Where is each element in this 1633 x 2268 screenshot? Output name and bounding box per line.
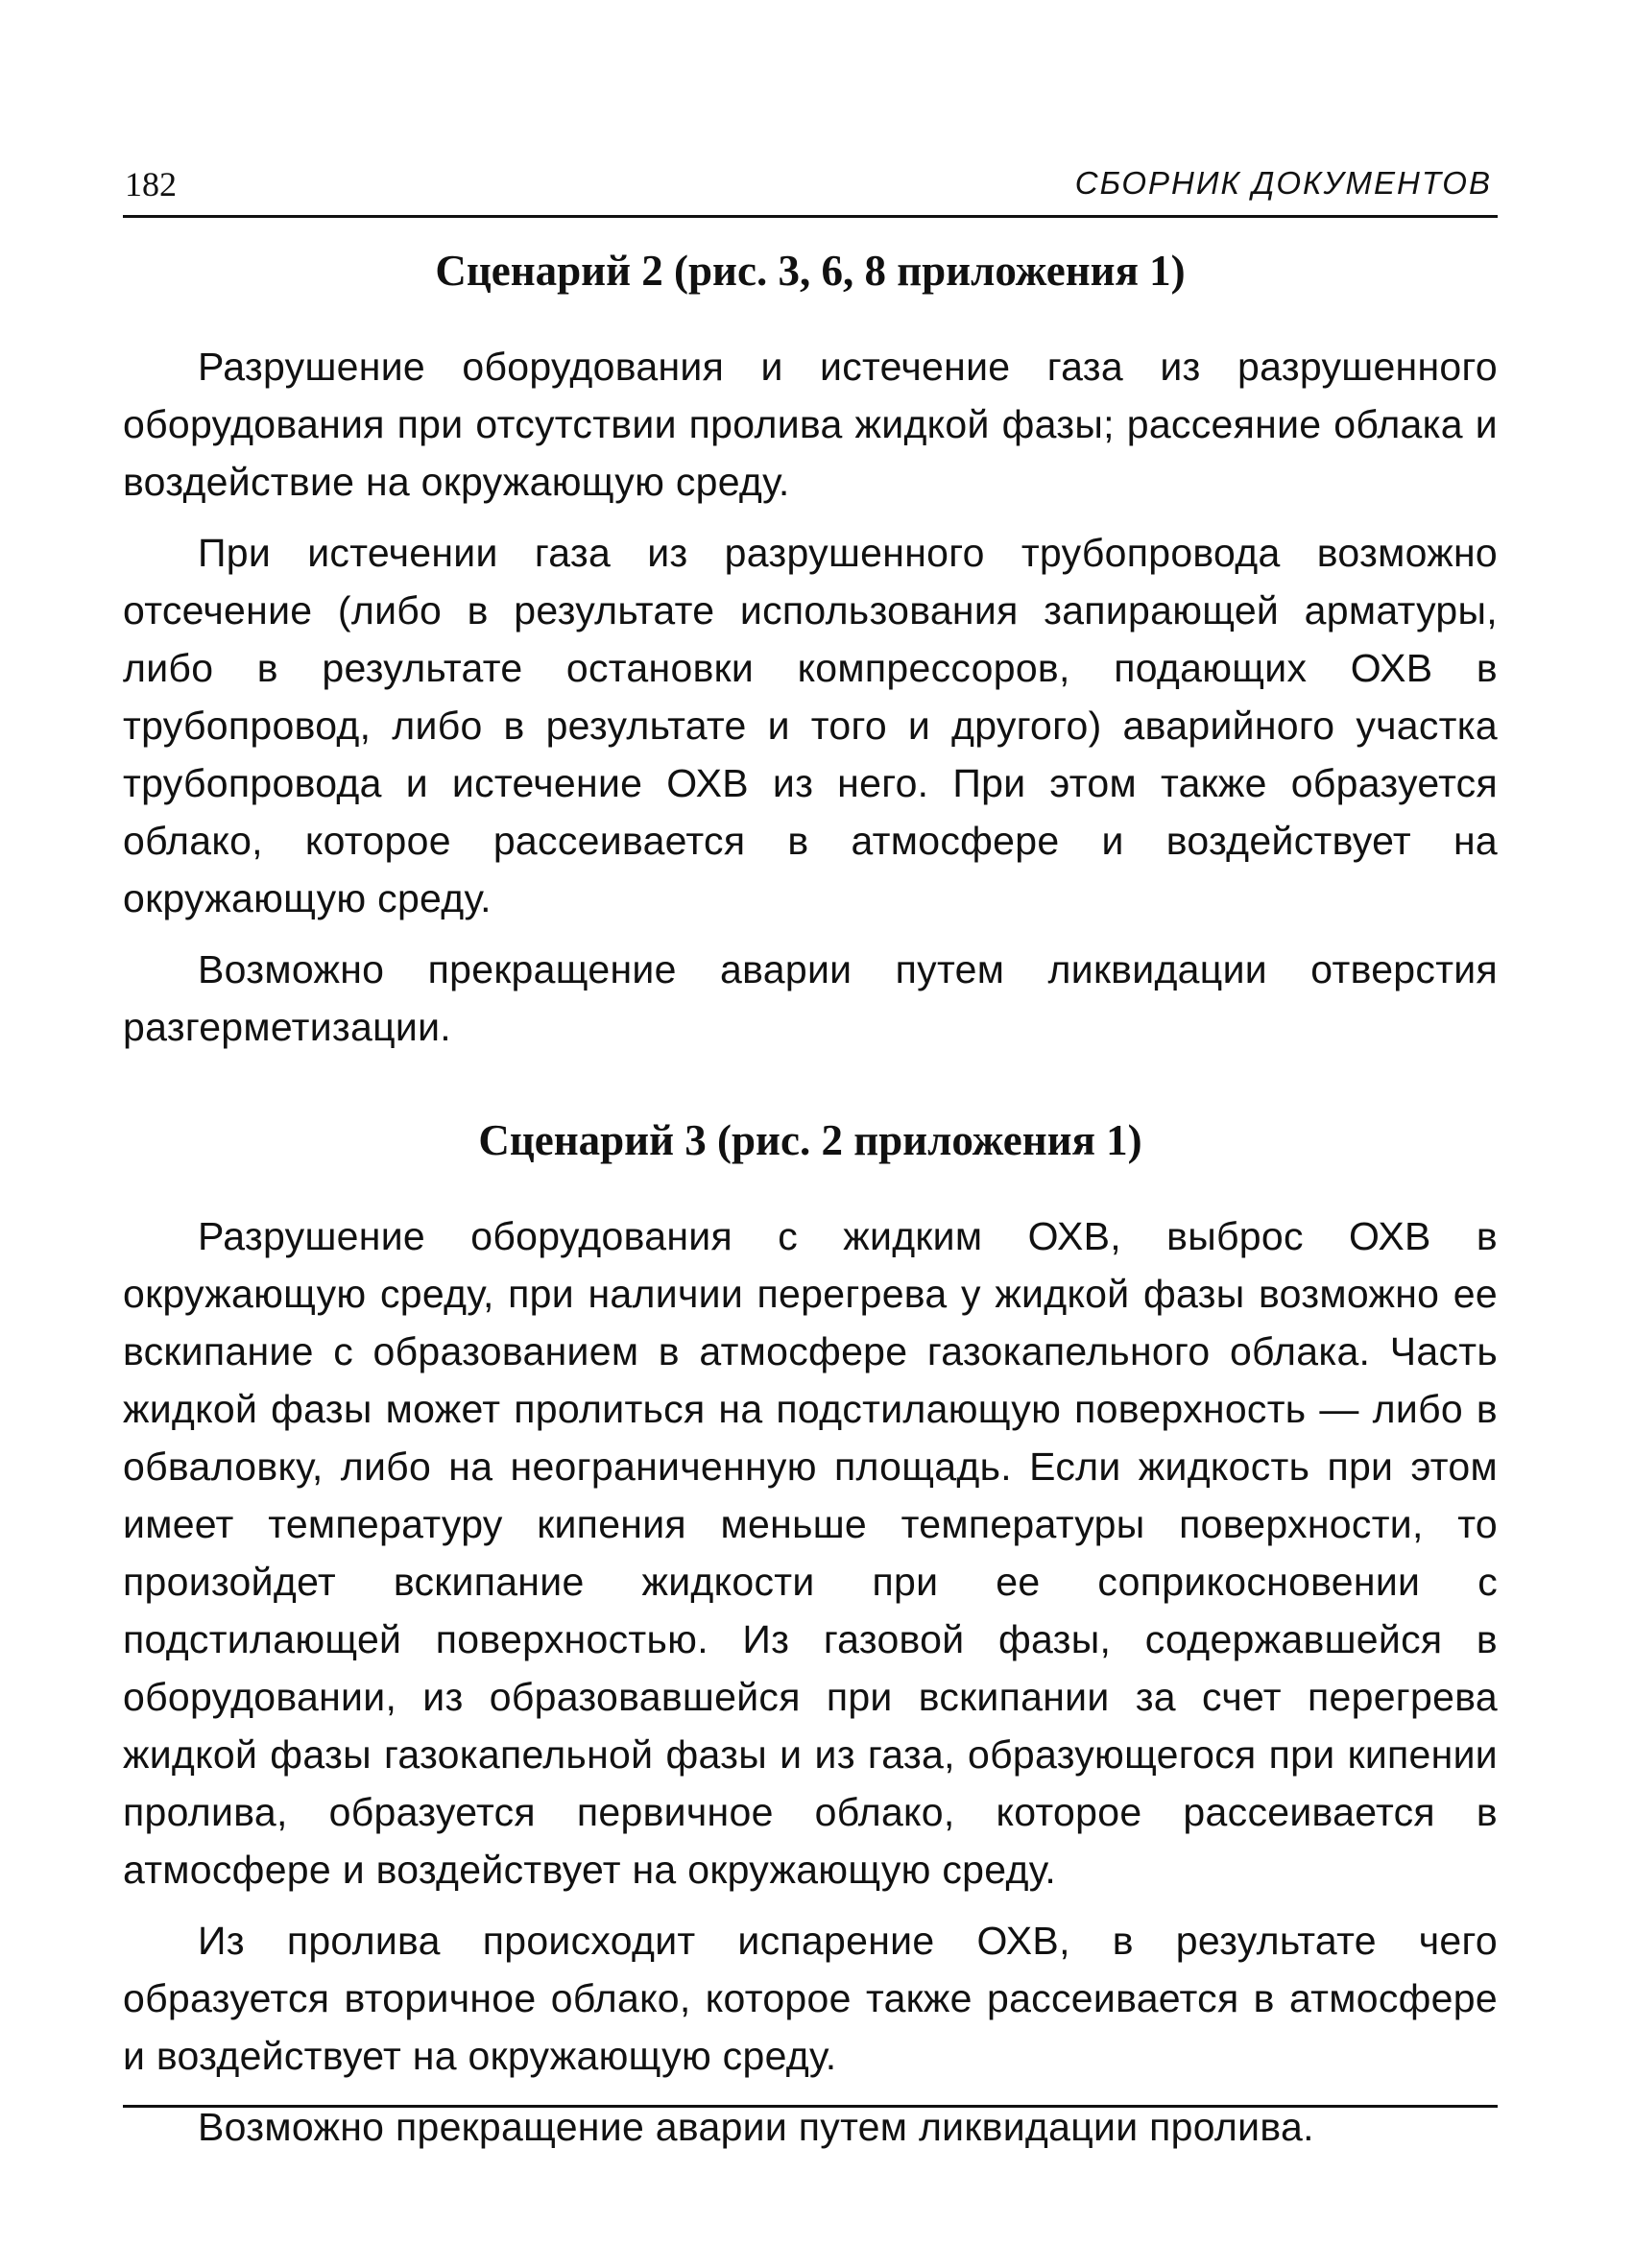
scenario-2-heading: Сценарий 2 (рис. 3, 6, 8 приложения 1) — [435, 247, 1186, 295]
scenario-2-paragraph-1: Разрушение оборудования и истечение газа из разрушенного оборудования при отсутствии пролива жидкой фазы; рассеяние облака и воздействие на окружающую среду. — [123, 345, 1498, 504]
scenario-3-heading: Сценарий 3 (рис. 2 приложения 1) — [478, 1116, 1142, 1164]
running-title: СБОРНИК ДОКУМЕНТОВ — [1074, 165, 1492, 201]
scenario-3-paragraph-1: Разрушение оборудования с жидким ОХВ, выброс ОХВ в окружающую среду, при наличии перегрева у жидкой фазы возможно ее вскипание с образованием в атмосфере газокапельного облака. Часть жидкой фазы может пролиться на подстилающую поверхность — либо в обваловку, либо на неограниченную площадь. Если жидкость при этом имеет температуру кипения меньше температуры поверхности, то произойдет вскипание жидкости при ее соприкосновении с подстилающей поверхностью. Из газовой фазы, содержавшейся в оборудовании, из образовавшейся при вскипании за счет перегрева жидкой фазы газокапельной фазы и из газа, образующегося при кипении пролива, образуется первичное облако, которое рассеивается в атмосфере и воздействует на окружающую среду. — [123, 1214, 1498, 1892]
page-header — [123, 161, 1498, 218]
page-body — [123, 242, 1498, 2169]
footer-rule — [123, 2105, 1498, 2108]
scenario-2-paragraph-2: При истечении газа из разрушенного трубопровода возможно отсечение (либо в результате использования запирающей арматуры, либо в результате остановки компрессоров, подающих ОХВ в трубопровод, либо в результате и того и другого) аварийного участка трубопровода и истечение ОХВ из него. При этом также образуется облако, которое рассеивается в атмосфере и воздействует на окружающую среду. — [123, 531, 1498, 920]
page-number: 182 — [125, 165, 177, 203]
scenario-3-paragraph-2: Из пролива происходит испарение ОХВ, в результате чего образуется вторичное облако, которое также рассеивается в атмосфере и воздействует на окружающую среду. — [123, 1919, 1498, 2078]
scenario-2-paragraph-3: Возможно прекращение аварии путем ликвидации отверстия разгерметизации. — [123, 947, 1498, 1049]
scenario-3-paragraph-3: Возможно прекращение аварии путем ликвидации пролива. — [198, 2105, 1314, 2149]
